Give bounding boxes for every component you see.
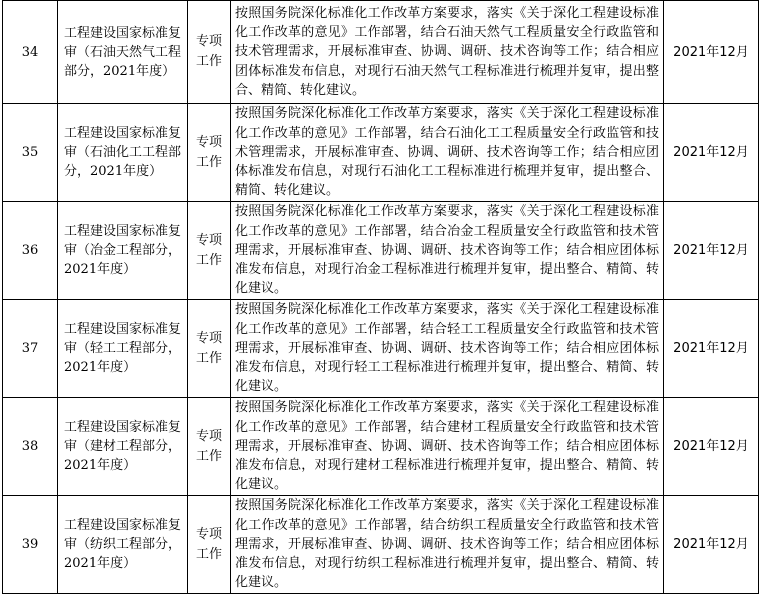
work-description: 按照国务院深化标准化工作改革方案要求，落实《关于深化工程建设标准化工作改革的意见》工作部署，结合石油天然气工程质量安全行政监管和技术管理需求，开展标准审查、协调、调研、技术咨询等工作；结合相应团体标准发布信息，对现行石油天然气工程标准进行梳理并复审，提出整合、精简、转化建议。 xyxy=(231,1,664,104)
project-name: 工程建设国家标准复审（石油化工工程部分，2021年度） xyxy=(58,104,188,202)
table-row xyxy=(3,300,759,398)
row-number: 39 xyxy=(3,496,58,594)
row-number: 38 xyxy=(3,398,58,496)
work-description: 按照国务院深化标准化工作改革方案要求，落实《关于深化工程建设标准化工作改革的意见》工作部署，结合纺织工程质量安全行政监管和技术管理需求，开展标准审查、协调、调研、技术咨询等工作；结合相应团体标准发布信息，对现行纺织工程标准进行梳理并复审，提出整合、精简、转化建议。 xyxy=(231,496,664,594)
project-name: 工程建设国家标准复审（轻工工程部分，2021年度） xyxy=(58,300,188,398)
completion-date: 2021年12月 xyxy=(664,104,759,202)
work-type: 专项工作 xyxy=(188,104,231,202)
row-number: 36 xyxy=(3,202,58,300)
table-body xyxy=(3,1,759,594)
work-description: 按照国务院深化标准化工作改革方案要求，落实《关于深化工程建设标准化工作改革的意见》工作部署，结合石油化工工程质量安全行政监管和技术管理需求，开展标准审查、协调、调研、技术咨询等工作；结合相应团体标准发布信息，对现行石油化工工程标准进行梳理并复审，提出整合、精简、转化建议。 xyxy=(231,104,664,202)
work-type: 专项工作 xyxy=(188,398,231,496)
table-row xyxy=(3,496,759,594)
standards-review-table xyxy=(2,0,759,594)
work-type: 专项工作 xyxy=(188,202,231,300)
work-type: 专项工作 xyxy=(188,300,231,398)
row-number: 37 xyxy=(3,300,58,398)
row-number: 35 xyxy=(3,104,58,202)
completion-date: 2021年12月 xyxy=(664,1,759,104)
work-type: 专项工作 xyxy=(188,496,231,594)
project-name: 工程建设国家标准复审（建材工程部分，2021年度） xyxy=(58,398,188,496)
completion-date: 2021年12月 xyxy=(664,300,759,398)
project-name: 工程建设国家标准复审（冶金工程部分，2021年度） xyxy=(58,202,188,300)
table-row xyxy=(3,104,759,202)
table-row xyxy=(3,398,759,496)
completion-date: 2021年12月 xyxy=(664,202,759,300)
work-type: 专项工作 xyxy=(188,1,231,104)
table-row xyxy=(3,1,759,104)
project-name: 工程建设国家标准复审（石油天然气工程部分，2021年度） xyxy=(58,1,188,104)
completion-date: 2021年12月 xyxy=(664,496,759,594)
work-description: 按照国务院深化标准化工作改革方案要求，落实《关于深化工程建设标准化工作改革的意见》工作部署，结合冶金工程质量安全行政监管和技术管理需求，开展标准审查、协调、调研、技术咨询等工作；结合相应团体标准发布信息，对现行冶金工程标准进行梳理并复审，提出整合、精简、转化建议。 xyxy=(231,202,664,300)
project-name: 工程建设国家标准复审（纺织工程部分，2021年度） xyxy=(58,496,188,594)
table-row xyxy=(3,202,759,300)
work-description: 按照国务院深化标准化工作改革方案要求，落实《关于深化工程建设标准化工作改革的意见》工作部署，结合建材工程质量安全行政监管和技术管理需求，开展标准审查、协调、调研、技术咨询等工作；结合相应团体标准发布信息，对现行建材工程标准进行梳理并复审，提出整合、精简、转化建议。 xyxy=(231,398,664,496)
row-number: 34 xyxy=(3,1,58,104)
work-description: 按照国务院深化标准化工作改革方案要求，落实《关于深化工程建设标准化工作改革的意见》工作部署，结合轻工工程质量安全行政监管和技术管理需求，开展标准审查、协调、调研、技术咨询等工作；结合相应团体标准发布信息，对现行轻工工程标准进行梳理并复审，提出整合、精简、转化建议。 xyxy=(231,300,664,398)
completion-date: 2021年12月 xyxy=(664,398,759,496)
